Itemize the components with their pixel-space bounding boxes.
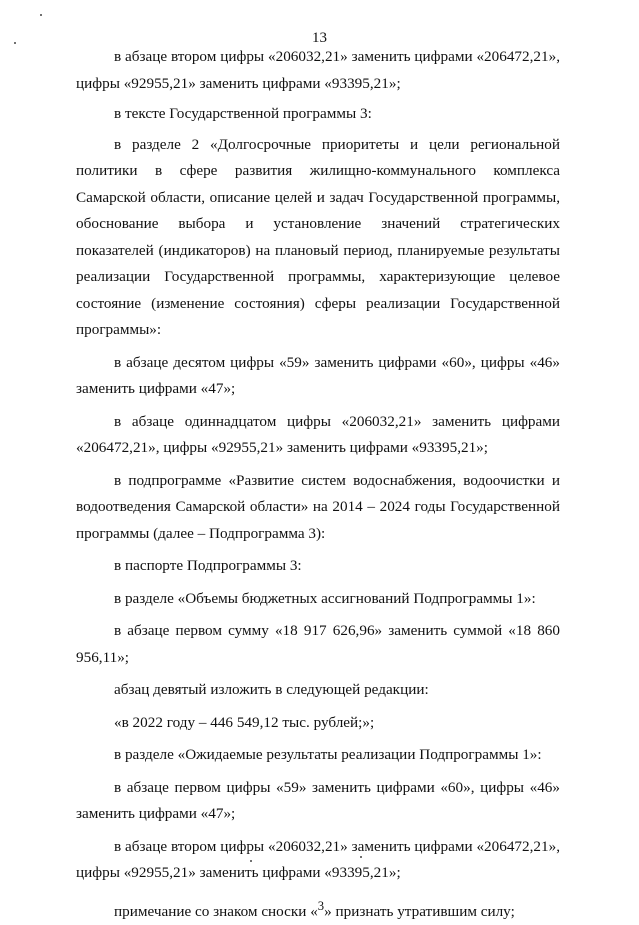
footnote-marker: 3 — [318, 899, 324, 913]
paragraph: в абзаце одиннадцатом цифры «206032,21» заменить цифрами «206472,21», цифры «92955,21» заменить цифрами «93395,21»; — [76, 409, 560, 462]
scan-speck — [40, 14, 42, 16]
paragraph: в паспорте Подпрограммы 3: — [76, 553, 560, 580]
paragraph: в разделе 2 «Долгосрочные приоритеты и цели региональной политики в сфере развития жилищно-коммунального комплекса Самарской области, описание целей и задач Государственной программы, обоснование выбора и установление значений стратегических показателей (индикаторов) на плановый период, планируемые результаты реализации Государственной программы, характеризующие целевое состояние (изменение состояния) сферы реализации Государственной программы»: — [76, 132, 560, 344]
paragraph: «в 2022 году – 446 549,12 тыс. рублей;»; — [76, 710, 560, 737]
paragraph: в разделе «Объемы бюджетных ассигнований Подпрограммы 1»: — [76, 586, 560, 613]
paragraph: в разделе «Ожидаемые результаты реализации Подпрограммы 1»: — [76, 742, 560, 769]
footnote-text-before: примечание со знаком сноски « — [114, 903, 318, 920]
page-number: 13 — [0, 30, 639, 47]
footnote-paragraph — [76, 893, 560, 925]
paragraph: в абзаце первом сумму «18 917 626,96» заменить суммой «18 860 956,11»; — [76, 618, 560, 671]
paragraph: в абзаце десятом цифры «59» заменить цифрами «60», цифры «46» заменить цифрами «47»; — [76, 350, 560, 403]
footnote-text-after: » признать утратившим силу; — [324, 903, 515, 920]
document-body — [76, 44, 560, 925]
paragraph: абзац девятый изложить в следующей редакции: — [76, 677, 560, 704]
paragraph: в абзаце втором цифры «206032,21» заменить цифрами «206472,21», цифры «92955,21» заменить цифрами «93395,21»; — [76, 834, 560, 887]
paragraph: в подпрограмме «Развитие систем водоснабжения, водоочистки и водоотведения Самарской области» на 2014 – 2024 годы Государственной программы (далее – Подпрограмма 3): — [76, 468, 560, 548]
paragraph: в тексте Государственной программы 3: — [76, 101, 560, 128]
paragraph: в абзаце первом цифры «59» заменить цифрами «60», цифры «46» заменить цифрами «47»; — [76, 775, 560, 828]
paragraph: в абзаце втором цифры «206032,21» заменить цифрами «206472,21», цифры «92955,21» заменить цифрами «93395,21»; — [76, 44, 560, 97]
